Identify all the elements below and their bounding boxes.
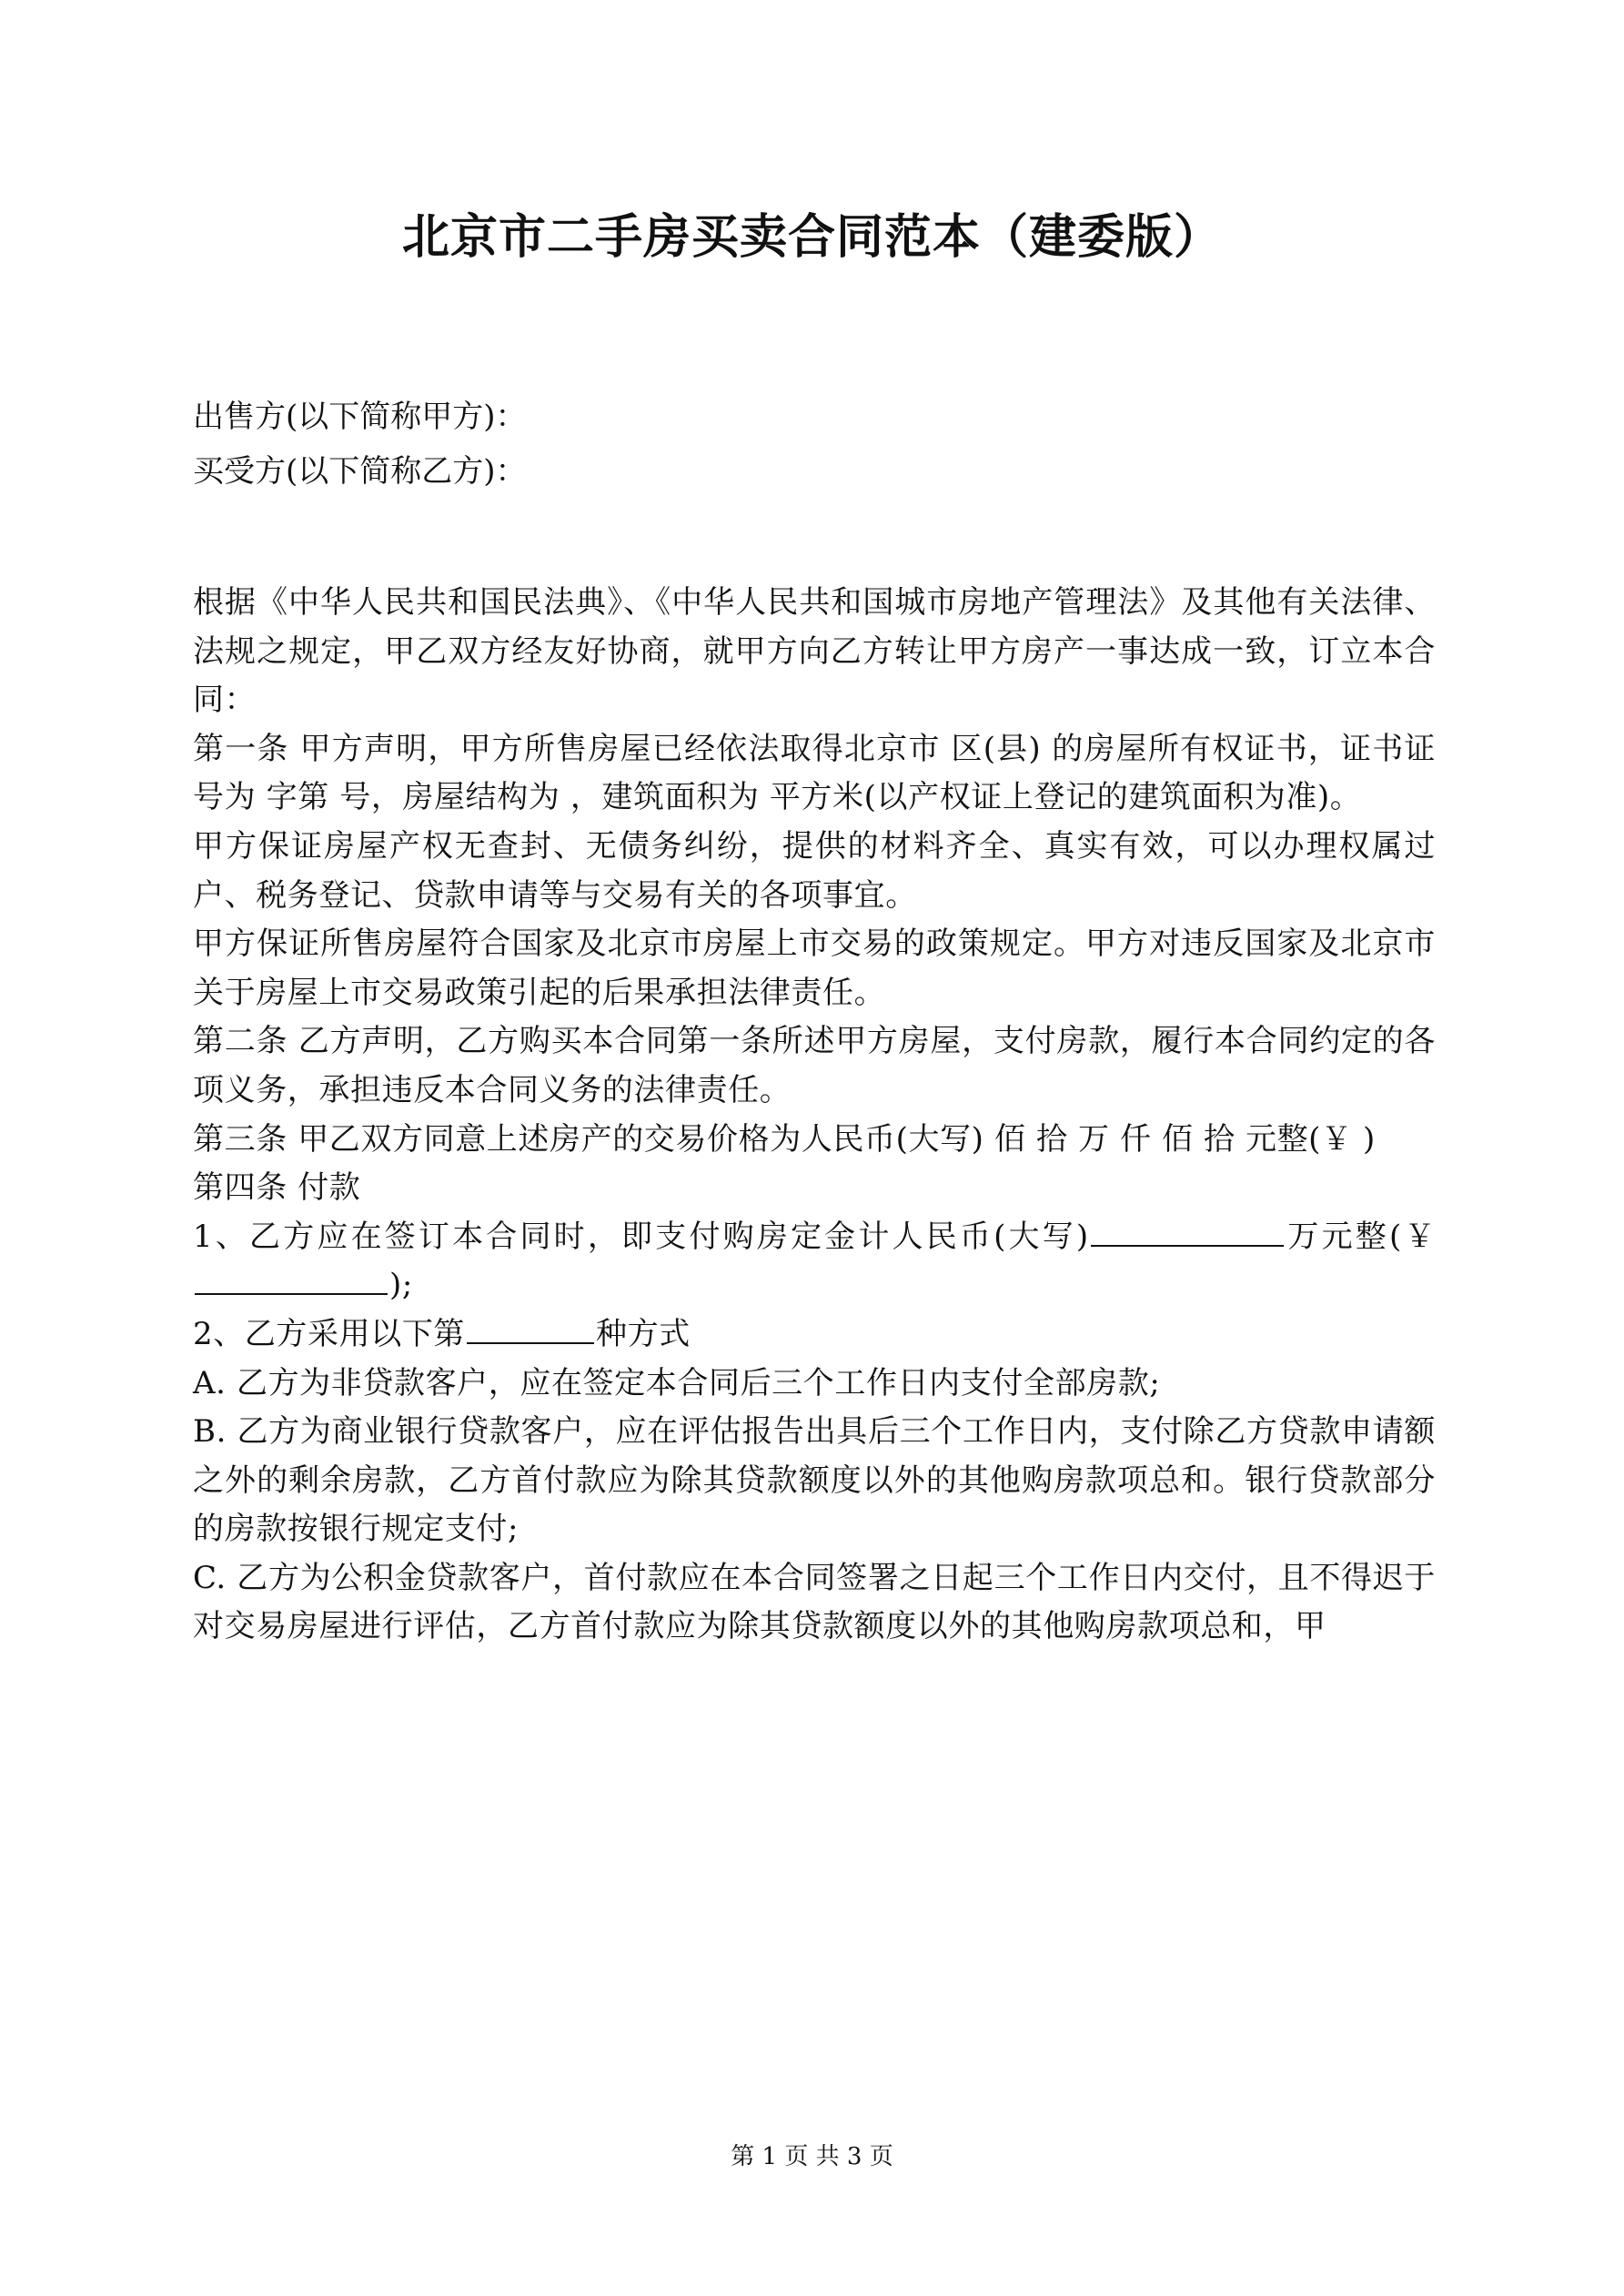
payment-clause-1 — [193, 1213, 1436, 1310]
clause-1-prefix: 1、乙方应在签订本合同时，即支付购房定金计人民币(大写) — [193, 1218, 1089, 1255]
payment-clause-2 — [193, 1310, 1436, 1360]
article-3-paragraph: 第三条 甲乙双方同意上述房产的交易价格为人民币(大写) 佰 拾 万 仟 佰 拾 元整(￥ ) — [193, 1120, 1376, 1158]
clause-1-suffix: ); — [389, 1267, 413, 1304]
document-title: 北京市二手房买卖合同范本（建委版） — [401, 209, 1222, 265]
article-1-paragraph: 第一条 甲方声明，甲方所售房屋已经依法取得北京市 区(县) 的房屋所有权证书，证书证号为 字第 号，房屋结构为 ，建筑面积为 平方米(以产权证上登记的建筑面积为准)。 — [193, 730, 1436, 816]
deposit-figure-blank[interactable] — [195, 1262, 388, 1295]
page-footer: 第 1 页 共 3 页 — [731, 2143, 893, 2170]
option-b: B. 乙方为商业银行贷款客户，应在评估报告出具后三个工作日内，支付除乙方贷款申请额之外的剩余房款，乙方首付款应为除其贷款额度以外的其他购房款项总和。银行贷款部分的房款按银行规定支付; — [193, 1413, 1436, 1548]
seller-guarantee-paragraph: 甲方保证房屋产权无查封、无债务纠纷，提供的材料齐全、真实有效，可以办理权属过户、税务登记、贷款申请等与交易有关的各项事宜。 — [193, 827, 1436, 914]
option-a: A. 乙方为非贷款客户，应在签定本合同后三个工作日内支付全部房款; — [193, 1364, 1161, 1401]
option-c: C. 乙方为公积金贷款客户，首付款应在本合同签署之日起三个工作日内交付，且不得迟于对交易房屋进行评估，乙方首付款应为除其贷款额度以外的其他购房款项总和，甲 — [193, 1559, 1436, 1645]
deposit-amount-blank[interactable] — [1091, 1214, 1284, 1247]
payment-method-blank[interactable] — [467, 1311, 594, 1344]
policy-guarantee-paragraph: 甲方保证所售房屋符合国家及北京市房屋上市交易的政策规定。甲方对违反国家及北京市关于房屋上市交易政策引起的后果承担法律责任。 — [193, 925, 1436, 1011]
clause-1-middle: 万元整(￥ — [1285, 1218, 1436, 1255]
preamble-paragraph: 根据《中华人民共和国民法典》、《中华人民共和国城市房地产管理法》及其他有关法律、法规之规定，甲乙双方经友好协商，就甲方向乙方转让甲方房产一事达成一致，订立本合同： — [193, 584, 1436, 719]
clause-2-prefix: 2、乙方采用以下第 — [193, 1315, 466, 1352]
contract-body — [193, 579, 1436, 1652]
seller-label: 出售方(以下简称甲方)： — [193, 399, 527, 435]
clause-2-suffix: 种方式 — [596, 1315, 691, 1352]
article-2-paragraph: 第二条 乙方声明，乙方购买本合同第一条所述甲方房屋，支付房款，履行本合同约定的各项义务，承担违反本合同义务的法律责任。 — [193, 1023, 1436, 1108]
buyer-label: 买受方(以下简称乙方)： — [193, 453, 527, 490]
article-4-heading: 第四条 付款 — [193, 1169, 361, 1207]
